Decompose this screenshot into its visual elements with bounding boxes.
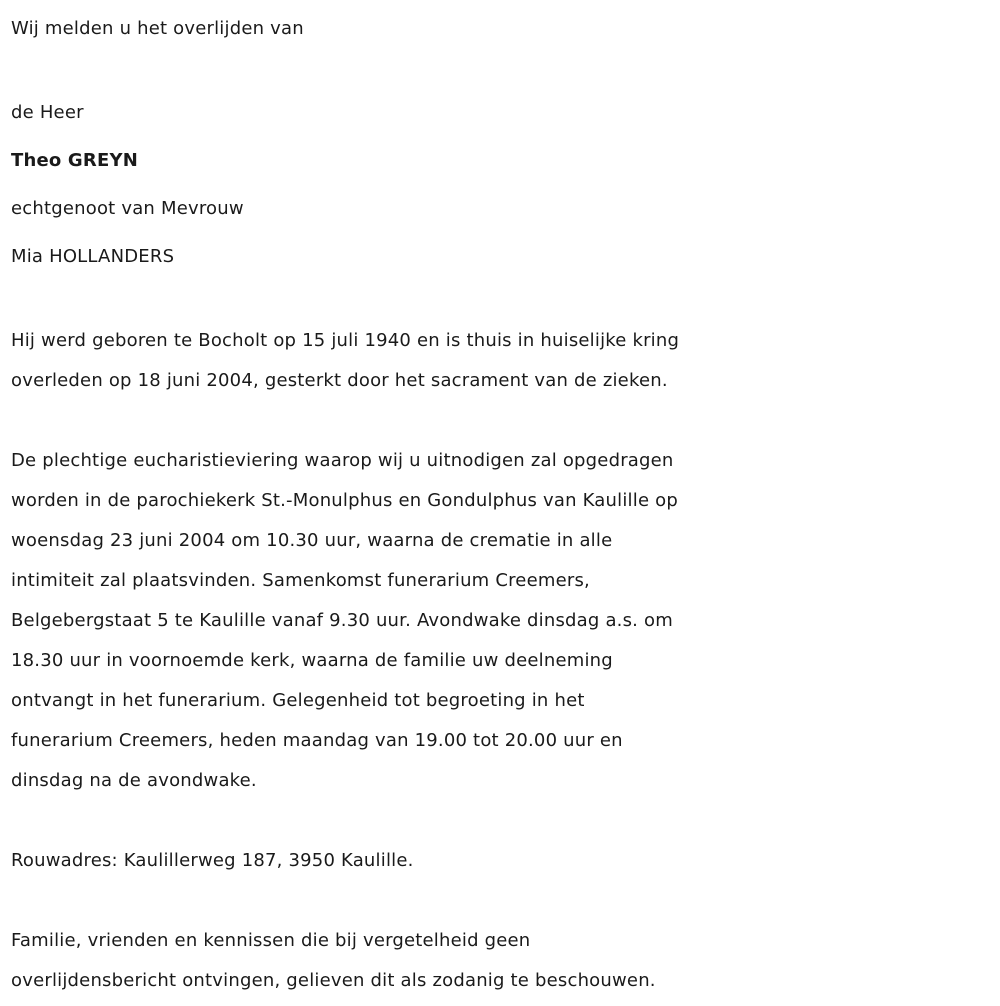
spacer [11,881,1000,921]
paragraph-line: woensdag 23 juni 2004 om 10.30 uur, waarna de crematie in alle [11,530,613,551]
deceased-name: Theo GREYN [11,150,138,171]
paragraph-line: worden in de parochiekerk St.-Monulphus en Gondulphus van Kaulille op [11,490,678,511]
paragraph-line: Hij werd geboren te Bocholt op 15 juli 1940 en is thuis in huiselijke kring [11,330,680,351]
paragraph-line: Familie, vrienden en kennissen die bij vergetelheid geen [11,930,531,951]
ceremony-paragraph [11,441,1000,801]
closing-paragraph [11,921,1000,1001]
paragraph-line: De plechtige eucharistieviering waarop wij u uitnodigen zal opgedragen [11,450,674,471]
paragraph-line: overleden op 18 juni 2004, gesterkt door het sacrament van de zieken. [11,370,668,391]
paragraph-line: intimiteit zal plaatsvinden. Samenkomst funerarium Creemers, [11,570,590,591]
paragraph-line: Belgebergstaat 5 te Kaulille vanaf 9.30 uur. Avondwake dinsdag a.s. om [11,610,673,631]
salutation-text: de Heer [11,102,84,123]
paragraph-line: overlijdensbericht ontvingen, gelieven dit als zodanig te beschouwen. [11,970,656,991]
spouse-intro-text: echtgenoot van Mevrouw [11,198,244,219]
birth-death-paragraph [11,321,1000,401]
spacer [11,49,1000,89]
address-text: Rouwadres: Kaulillerweg 187, 3950 Kaulille. [11,850,414,871]
intro-text: Wij melden u het overlijden van [11,18,304,39]
paragraph-line: funerarium Creemers, heden maandag van 19.00 tot 20.00 uur en [11,730,623,751]
paragraph-line: dinsdag na de avondwake. [11,770,257,791]
paragraph-line: ontvangt in het funerarium. Gelegenheid tot begroeting in het [11,690,585,711]
spouse-name: Mia HOLLANDERS [11,246,175,267]
spacer [11,281,1000,321]
spacer [11,401,1000,441]
spacer [11,801,1000,841]
paragraph-line: 18.30 uur in voornoemde kerk, waarna de familie uw deelneming [11,650,613,671]
